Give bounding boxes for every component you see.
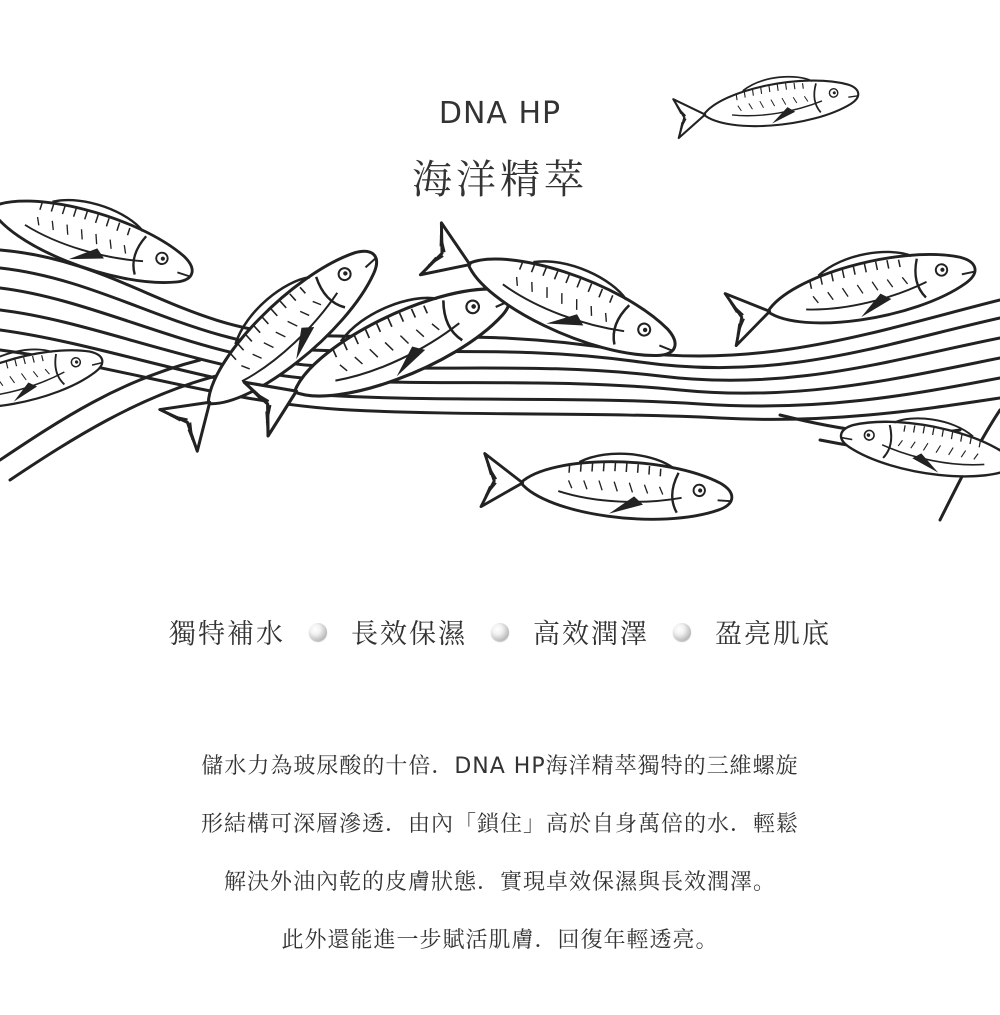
feature-label: 長效保濕 bbox=[351, 619, 467, 650]
description-line: 此外還能進一步賦活肌膚．回復年輕透亮。 bbox=[281, 928, 719, 953]
description-line: 解決外油內乾的皮膚狀態．實現卓效保濕與長效潤澤。 bbox=[223, 870, 776, 895]
feature-label: 盈亮肌底 bbox=[715, 619, 831, 650]
feature-label: 高效潤澤 bbox=[533, 619, 649, 650]
pearl-bullet-icon bbox=[309, 623, 327, 641]
title-english: DNA HP bbox=[438, 96, 562, 131]
pearl-bullet-icon bbox=[673, 623, 691, 641]
feature-label: 獨特補水 bbox=[169, 619, 285, 650]
pearl-bullet-icon bbox=[491, 623, 509, 641]
description-line: 形結構可深層滲透．由內「鎖住」高於自身萬倍的水．輕鬆 bbox=[200, 812, 799, 837]
description-line: 儲水力為玻尿酸的十倍．DNA HP海洋精萃獨特的三維螺旋 bbox=[201, 754, 799, 779]
description-paragraph bbox=[0, 738, 1000, 970]
feature-list bbox=[0, 612, 1000, 651]
title-chinese: 海洋精萃 bbox=[412, 157, 588, 203]
